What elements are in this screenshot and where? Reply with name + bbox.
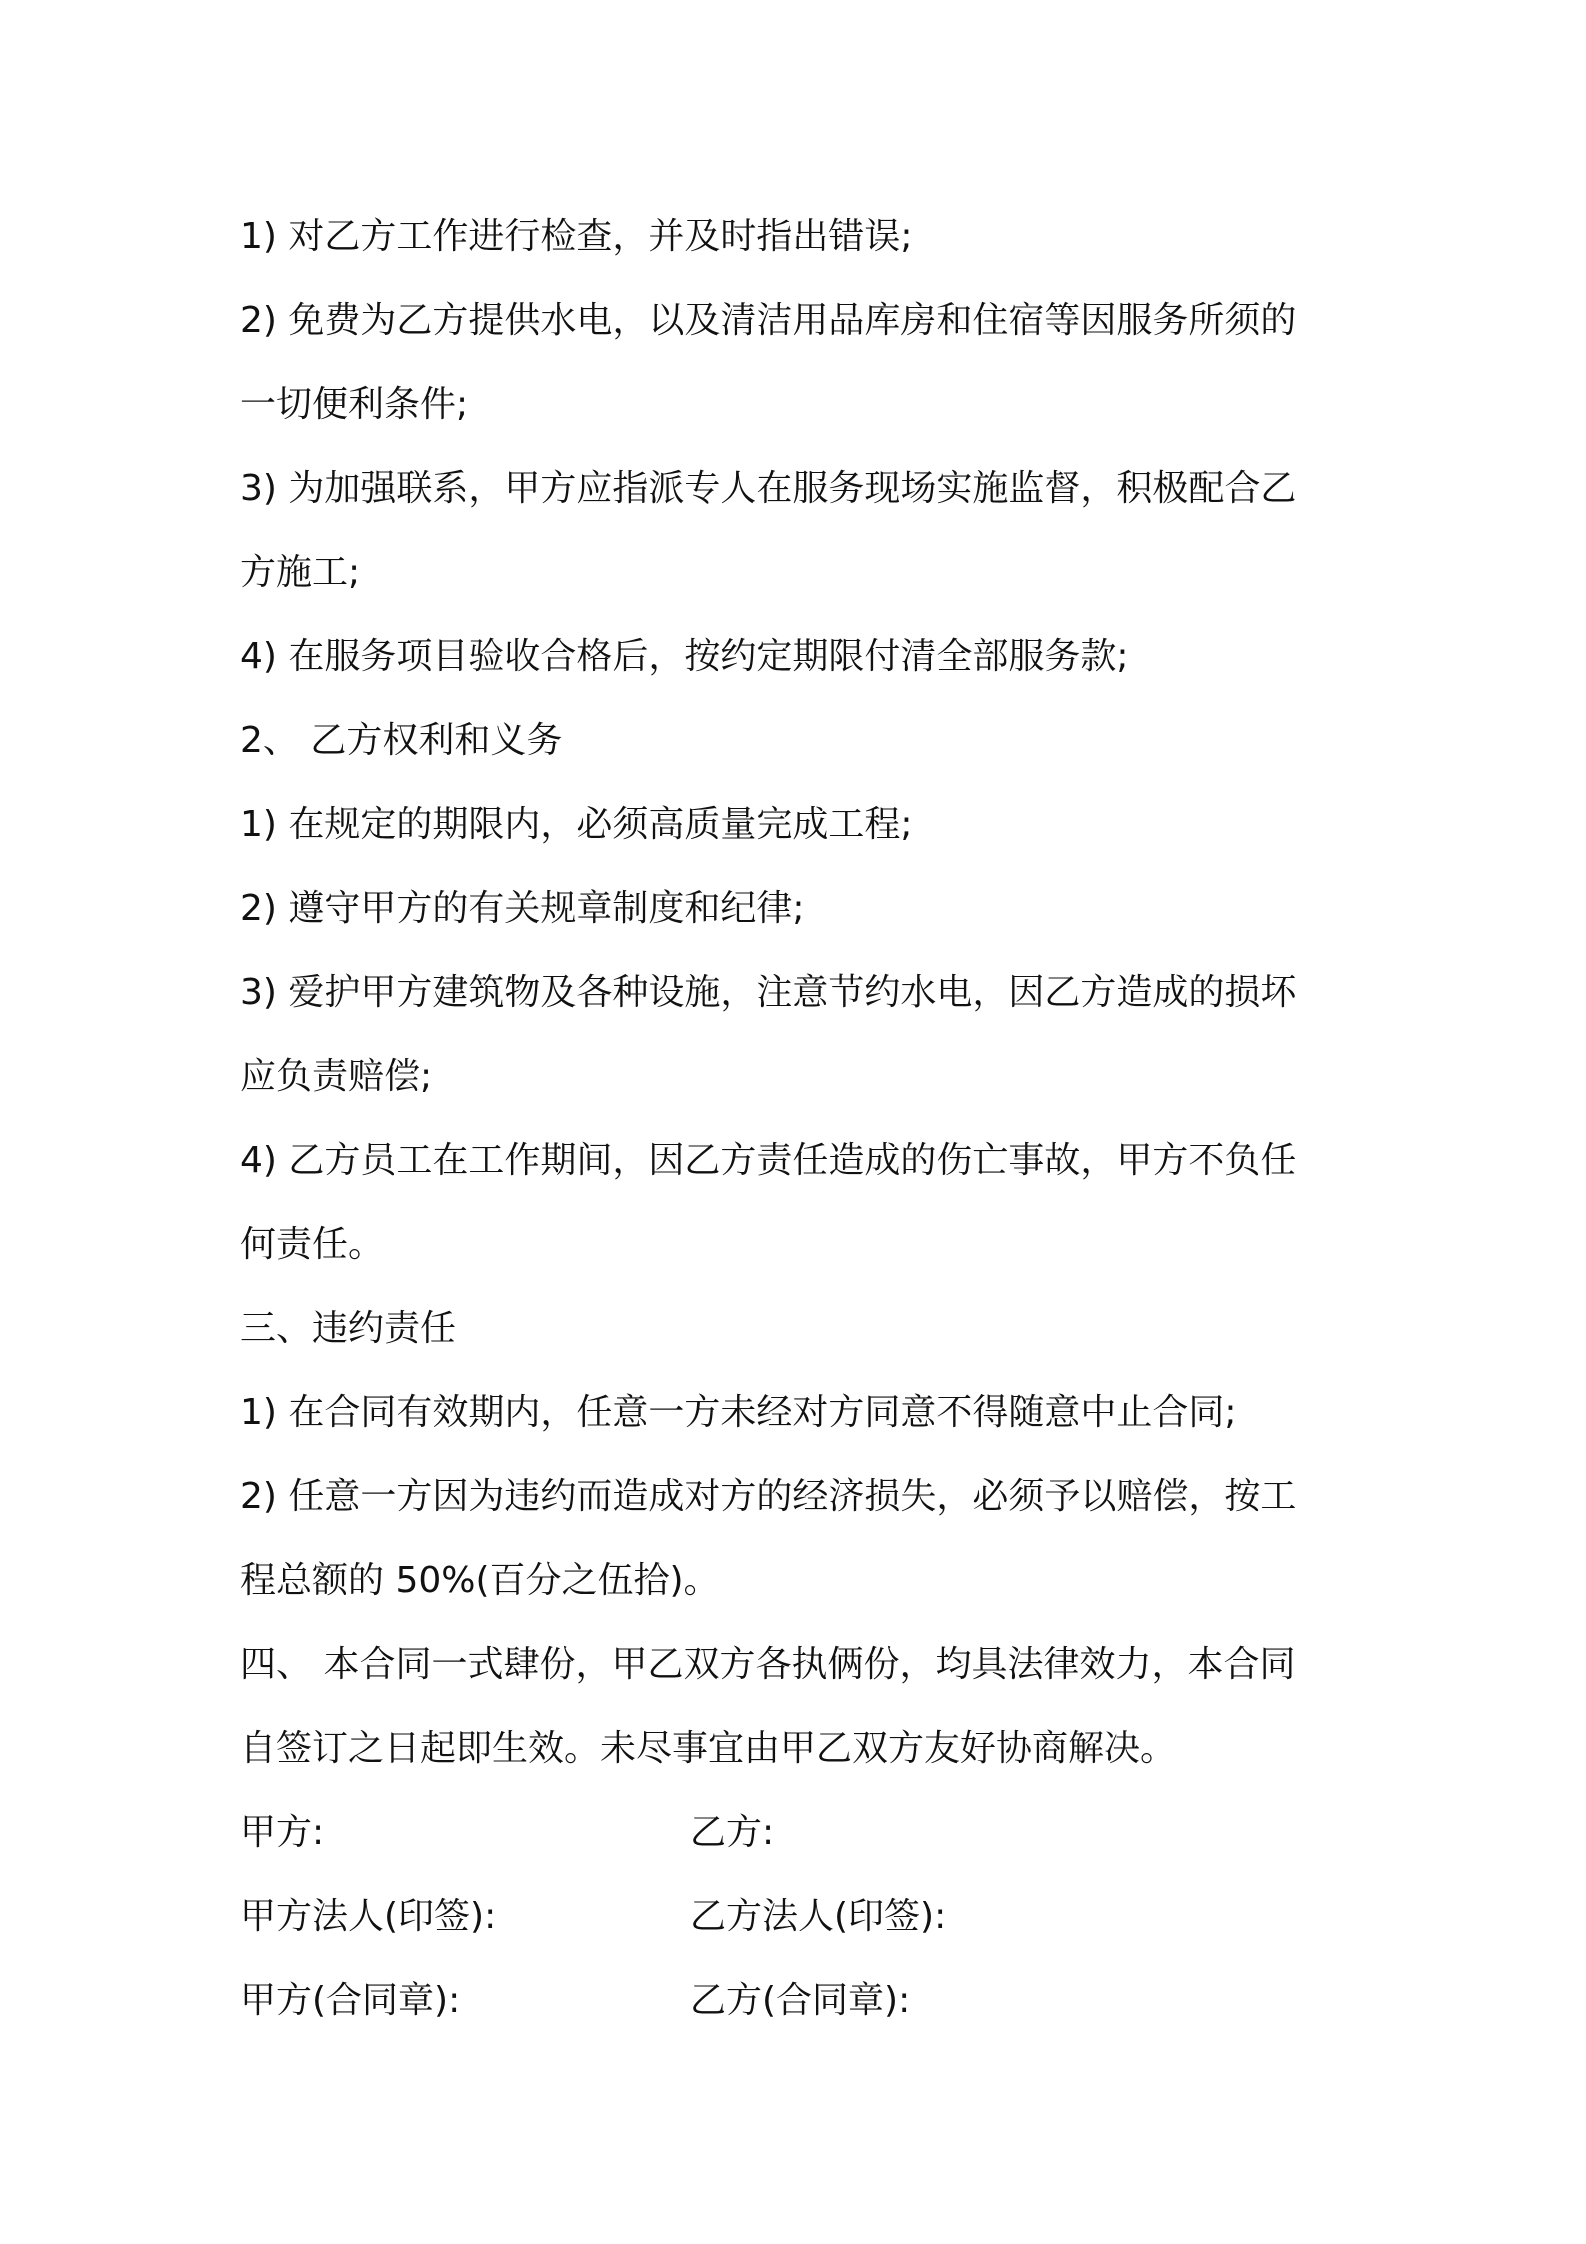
party-b-seal-label: 乙方(合同章):: [690, 1980, 911, 2021]
clause-line: 4) 在服务项目验收合格后，按约定期限付清全部服务款;: [240, 636, 1129, 677]
clause-line: 2) 任意一方因为违约而造成对方的经济损失，必须予以赔偿，按工: [240, 1476, 1297, 1517]
clause-line: 2) 免费为乙方提供水电，以及清洁用品库房和住宿等因服务所须的: [240, 300, 1297, 341]
signature-row: [240, 1875, 1360, 1959]
clause-line: 程总额的 50%(百分之伍拾)。: [240, 1560, 720, 1601]
clause-line: 3) 为加强联系，甲方应指派专人在服务现场实施监督，积极配合乙: [240, 468, 1297, 509]
party-a-label: 甲方:: [240, 1812, 325, 1853]
clause-line: 方施工;: [240, 552, 361, 593]
clause-line: 1) 在合同有效期内，任意一方未经对方同意不得随意中止合同;: [240, 1392, 1237, 1433]
party-b-label: 乙方:: [690, 1812, 775, 1853]
clause-line: 何责任。: [240, 1224, 385, 1265]
party-a-legal-rep-label: 甲方法人(印签):: [240, 1896, 497, 1937]
clause-line: 一切便利条件;: [240, 384, 469, 425]
contract-body: [240, 195, 1360, 2043]
clause-line: 4) 乙方员工在工作期间，因乙方责任造成的伤亡事故，甲方不负任: [240, 1140, 1297, 1181]
party-b-legal-rep-label: 乙方法人(印签):: [690, 1896, 947, 1937]
clause-line: 1) 在规定的期限内，必须高质量完成工程;: [240, 804, 913, 845]
signature-row: [240, 1791, 1360, 1875]
section-heading: 四、 本合同一式肆份，甲乙双方各执俩份，均具法律效力，本合同: [240, 1644, 1296, 1685]
clause-line: 自签订之日起即生效。未尽事宜由甲乙双方友好协商解决。: [240, 1728, 1177, 1769]
section-heading: 三、违约责任: [240, 1308, 457, 1349]
party-a-seal-label: 甲方(合同章):: [240, 1980, 461, 2021]
clause-line: 2) 遵守甲方的有关规章制度和纪律;: [240, 888, 805, 929]
signature-row: [240, 1959, 1360, 2043]
clause-line: 3) 爱护甲方建筑物及各种设施，注意节约水电，因乙方造成的损坏: [240, 972, 1297, 1013]
clause-line: 应负责赔偿;: [240, 1056, 433, 1097]
section-heading: 2、 乙方权利和义务: [240, 720, 563, 761]
clause-line: 1) 对乙方工作进行检查，并及时指出错误;: [240, 216, 913, 257]
